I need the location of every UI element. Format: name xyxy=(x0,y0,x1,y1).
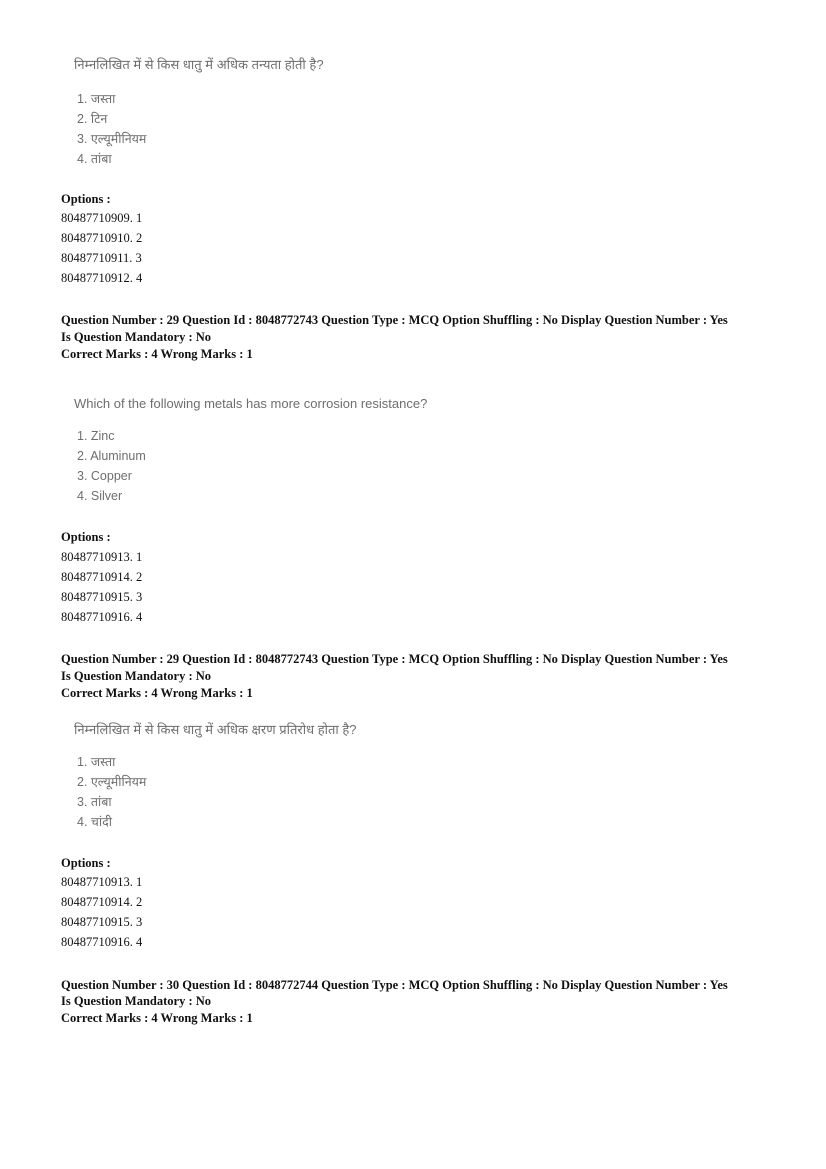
option-row: 80487710915. 3 xyxy=(61,915,143,929)
option-row: 80487710912. 4 xyxy=(61,271,143,285)
option-row: 80487710910. 2 xyxy=(61,231,143,245)
choice-item: 3. Copper xyxy=(77,469,132,483)
question-mandatory: Is Question Mandatory : No xyxy=(61,330,212,344)
question-meta-line: Question Number : 29 Question Id : 8048772743 Question Type : MCQ Option Shuffling : No Display Question Number : Yes xyxy=(61,313,728,327)
option-row: 80487710909. 1 xyxy=(61,211,143,225)
question-meta-line: Question Number : 29 Question Id : 8048772743 Question Type : MCQ Option Shuffling : No Display Question Number : Yes xyxy=(61,652,728,666)
question-marks: Correct Marks : 4 Wrong Marks : 1 xyxy=(61,686,253,700)
options-label: Options : xyxy=(61,192,111,206)
option-row: 80487710916. 4 xyxy=(61,610,143,624)
choice-item: 3. एल्यूमीनियम xyxy=(77,132,147,146)
question-marks: Correct Marks : 4 Wrong Marks : 1 xyxy=(61,1011,253,1025)
choice-item: 4. तांबा xyxy=(77,152,112,166)
option-row: 80487710914. 2 xyxy=(61,570,143,584)
option-row: 80487710911. 3 xyxy=(61,251,142,265)
choice-item: 2. एल्यूमीनियम xyxy=(77,775,147,789)
option-row: 80487710913. 1 xyxy=(61,550,143,564)
choice-item: 4. चांदी xyxy=(77,815,112,829)
options-label: Options : xyxy=(61,530,111,544)
question-text: Which of the following metals has more corrosion resistance? xyxy=(74,396,428,411)
choice-item: 2. टिन xyxy=(77,112,108,126)
question-text: निम्नलिखित में से किस धातु में अधिक क्षरण प्रतिरोध होता है? xyxy=(74,722,357,737)
choice-item: 1. जस्ता xyxy=(77,755,116,769)
question-mandatory: Is Question Mandatory : No xyxy=(61,994,212,1008)
choice-item: 1. जस्ता xyxy=(77,92,116,106)
question-mandatory: Is Question Mandatory : No xyxy=(61,669,212,683)
option-row: 80487710915. 3 xyxy=(61,590,143,604)
option-row: 80487710914. 2 xyxy=(61,895,143,909)
question-meta-line: Question Number : 30 Question Id : 8048772744 Question Type : MCQ Option Shuffling : No Display Question Number : Yes xyxy=(61,978,728,992)
question-marks: Correct Marks : 4 Wrong Marks : 1 xyxy=(61,347,253,361)
question-text: निम्नलिखित में से किस धातु में अधिक तन्यता होती है? xyxy=(74,57,324,72)
options-label: Options : xyxy=(61,856,111,870)
choice-item: 3. तांबा xyxy=(77,795,112,809)
choice-item: 2. Aluminum xyxy=(77,449,146,463)
choice-item: 1. Zinc xyxy=(77,429,115,443)
option-row: 80487710916. 4 xyxy=(61,935,143,949)
choice-item: 4. Silver xyxy=(77,489,123,503)
option-row: 80487710913. 1 xyxy=(61,875,143,889)
